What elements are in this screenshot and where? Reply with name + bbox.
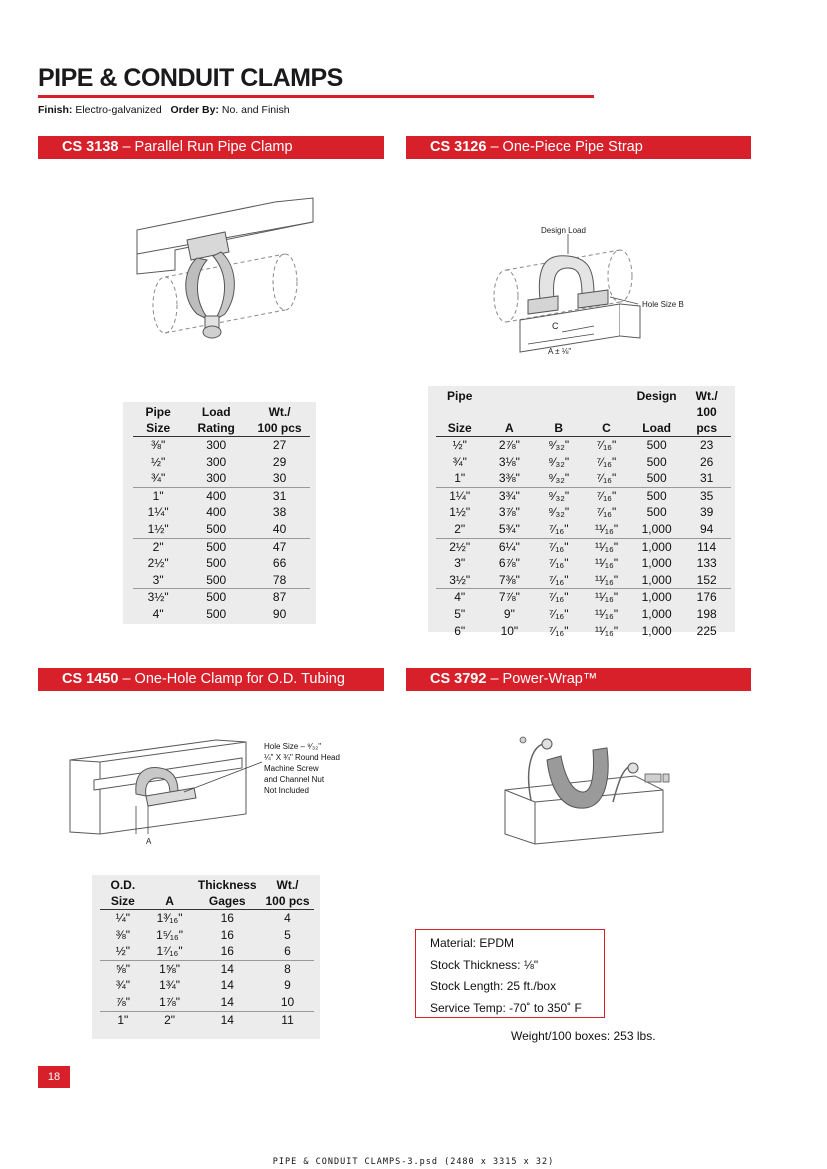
file-note: PIPE & CONDUIT CLAMPS-3.psd (2480 x 3315 x 32): [272, 1157, 555, 1167]
table-cell: 7⅞": [498, 590, 520, 605]
table-cell: 2½": [147, 556, 169, 571]
table-cell: ¹¹⁄₁₆": [594, 623, 619, 638]
finish-label: Finish:: [38, 104, 73, 116]
table-cell: 2½": [449, 539, 471, 554]
table-cell: ⁷⁄₁₆": [596, 454, 617, 469]
callout-line: Not Included: [264, 786, 309, 795]
col-header: Gages: [193, 893, 261, 910]
table-row: [436, 454, 731, 471]
table-cell: 1,000: [631, 521, 682, 538]
callout-line: Hole Size – ⁹⁄₃₂": [264, 742, 322, 751]
banner-code: CS 3792: [430, 671, 487, 687]
table-cell: 26: [699, 454, 714, 469]
table-row: [436, 470, 731, 487]
table-cell: 1⅞": [146, 994, 194, 1011]
table-cell: ⁹⁄₃₂": [548, 488, 570, 503]
table-row: [133, 555, 310, 572]
page-number: 18: [38, 1066, 70, 1088]
table-cell: 400: [206, 505, 227, 520]
col-header: [582, 388, 631, 404]
hole-size-label: Hole Size B: [642, 300, 684, 309]
table-cell: 9: [284, 978, 291, 993]
banner-title: – Parallel Run Pipe Clamp: [118, 139, 293, 155]
design-load-label: Design Load: [541, 226, 586, 235]
table-cell: 500: [206, 606, 227, 621]
table-cell: ¹¹⁄₁₆": [594, 606, 619, 621]
table-row: [100, 960, 314, 977]
banner-cs1450: [38, 668, 384, 691]
table-cell: 500: [631, 470, 682, 487]
table-cell: 11: [281, 1012, 294, 1027]
table-cell: 31: [272, 488, 287, 503]
table-cell: 10: [261, 994, 314, 1011]
table-cell: 90: [272, 606, 287, 621]
table-cell: 30: [249, 470, 310, 487]
table-cell: ¾": [115, 978, 130, 993]
table-cell: ⁷⁄₁₆": [582, 470, 631, 487]
table-cell: ¼": [115, 911, 130, 925]
table-row: [436, 504, 731, 521]
table-cell: ⁷⁄₁₆": [548, 623, 569, 638]
col-header: Size: [100, 893, 146, 910]
table-cell: 300: [206, 438, 227, 452]
table-cell: ⁷⁄₁₆": [548, 590, 569, 605]
table-cell: 3": [454, 556, 466, 571]
table-cell: ¹¹⁄₁₆": [594, 556, 619, 571]
table-cell: 300: [206, 454, 227, 469]
table-cell: 14: [220, 961, 234, 976]
table-cell: 16: [220, 911, 234, 925]
table-row: [436, 589, 731, 606]
table-cell: 2": [436, 521, 483, 538]
table-cell: 14: [193, 994, 261, 1011]
table-cell: 198: [696, 606, 717, 621]
table-cell: 1,000: [641, 590, 672, 605]
table-cell: 133: [696, 556, 717, 571]
table-cell: 9": [503, 606, 515, 621]
col-header: Thickness: [197, 878, 257, 892]
table-cell: 225: [696, 623, 717, 638]
table-cell: 14: [220, 978, 234, 993]
table-row: [436, 572, 731, 589]
table-cell: 94: [682, 521, 731, 538]
table-cell: ⅞": [100, 994, 146, 1011]
table-cs3126: [428, 386, 735, 638]
table-cell: ⁷⁄₁₆": [596, 488, 617, 503]
col-header: Wt./: [268, 405, 291, 419]
table-cell: 10": [500, 623, 519, 638]
table-cell: ⁹⁄₃₂": [548, 454, 570, 469]
table-cell: 1,000: [631, 572, 682, 589]
table-cell: 16: [193, 943, 261, 960]
table-cell: ⁷⁄₁₆": [596, 505, 617, 520]
table-cell: ⅝": [115, 961, 130, 976]
banner-title: – Power-Wrap™: [486, 671, 598, 687]
table-cell: 500: [206, 539, 227, 554]
table-row: [133, 470, 310, 487]
order-value: No. and Finish: [221, 104, 290, 116]
col-header: [483, 388, 535, 404]
title-rule: [38, 95, 594, 98]
col-header: O.D.: [110, 878, 136, 892]
callout-line: ¼" X ¾" Round Head: [264, 753, 340, 762]
table-row: [100, 994, 314, 1011]
dim-a-label: A ± ⅛": [548, 347, 572, 356]
table-cell: ⁹⁄₃₂": [548, 438, 570, 452]
col-header: B: [535, 404, 582, 437]
table-cell: ⁷⁄₁₆": [548, 606, 569, 621]
table-row: [133, 572, 310, 589]
table-cs1450: [92, 875, 320, 1039]
table-cell: 400: [206, 488, 227, 503]
col-header: Pipe: [145, 405, 171, 419]
banner-code: CS 1450: [62, 671, 119, 687]
table-cell: 300: [183, 470, 249, 487]
table-cell: ⁷⁄₁₆": [596, 438, 617, 452]
table-cell: 4": [152, 606, 164, 621]
banner-title: – One-Hole Clamp for O.D. Tubing: [118, 671, 345, 687]
spec-temp: Service Temp: -70˚ to 350˚ F: [430, 1000, 582, 1015]
table-cell: 3½": [147, 590, 169, 605]
table-cell: ¾": [452, 454, 467, 469]
table-cell: 152: [682, 572, 731, 589]
table-cell: 6": [454, 623, 466, 638]
table-cell: 1": [152, 488, 164, 503]
table-cell: 5¾": [483, 521, 535, 538]
table-cell: 4": [454, 590, 466, 605]
table-cell: 66: [272, 556, 287, 571]
table-cell: 3⅜": [483, 470, 535, 487]
table-cell: 29: [272, 454, 287, 469]
table-cell: ¹¹⁄₁₆": [582, 572, 631, 589]
order-label: Order By:: [170, 104, 219, 116]
col-header: 100 pcs: [249, 420, 310, 437]
table-row: [100, 1011, 314, 1028]
table-cell: 6⅞": [498, 556, 520, 571]
table-cell: ½": [452, 438, 467, 452]
table-cell: 35: [699, 488, 714, 503]
table-cell: 500: [183, 521, 249, 538]
table-row: [436, 437, 731, 454]
col-header: C: [582, 404, 631, 437]
banner-cs3792: [406, 668, 751, 691]
table-cell: 1⁵⁄₁₆": [156, 927, 183, 942]
table-cell: 176: [696, 590, 717, 605]
table-row: [436, 623, 731, 640]
callout-line: and Channel Nut: [264, 775, 325, 784]
table-cell: 3": [133, 572, 183, 589]
table-cell: ¹¹⁄₁₆": [594, 590, 619, 605]
table-cell: 6¼": [498, 539, 520, 554]
table-cell: ⅜": [115, 927, 130, 942]
col-header: Rating: [183, 420, 249, 437]
table-cell: 1½": [133, 521, 183, 538]
table-cell: 500: [646, 438, 667, 452]
table-cell: 4: [284, 911, 291, 925]
col-header: Size: [133, 420, 183, 437]
table-row: [133, 606, 310, 623]
table-cell: ½": [100, 943, 146, 960]
table-cell: 500: [646, 505, 667, 520]
col-header: Wt./: [695, 389, 718, 403]
spec-thickness: Stock Thickness: ⅛": [430, 957, 539, 972]
cs3792-powerwrap-illustration: [495, 730, 695, 845]
powerwrap-weight: Weight/100 boxes: 253 lbs.: [511, 1029, 656, 1043]
table-cell: ¹¹⁄₁₆": [594, 539, 619, 554]
table-row: [133, 437, 310, 454]
powerwrap-spec-box: [415, 929, 605, 1018]
table-cell: 500: [646, 488, 667, 503]
table-cell: 38: [272, 505, 287, 520]
table-row: [100, 977, 314, 994]
table-cell: ⁷⁄₁₆": [548, 539, 569, 554]
table-cell: 1¼": [147, 505, 169, 520]
table-cell: 3⅞": [498, 505, 520, 520]
table-cell: 40: [249, 521, 310, 538]
table-cell: ⁷⁄₁₆": [535, 521, 582, 538]
table-cell: 27: [272, 438, 287, 452]
col-header: Pipe: [447, 389, 473, 403]
table-cell: 1³⁄₁₆": [156, 911, 183, 925]
table-row: [133, 589, 310, 606]
table-cell: ⅜": [150, 438, 166, 452]
table-row: [436, 487, 731, 504]
banner-cs3126: [406, 136, 751, 159]
table-cell: 87: [272, 590, 287, 605]
table-row: [100, 910, 314, 927]
table-cell: 1¼": [449, 488, 471, 503]
col-header: Design: [636, 389, 677, 403]
table-cell: 1,000: [641, 623, 672, 638]
table-cell: 31: [682, 470, 731, 487]
table-row: [133, 538, 310, 555]
banner-code: CS 3126: [430, 139, 487, 155]
table-cell: 6: [261, 943, 314, 960]
dim-a-label: A: [146, 837, 152, 846]
table-cell: 114: [697, 539, 717, 554]
table-cell: 1,000: [641, 539, 672, 554]
table-cell: ⁷⁄₁₆": [535, 572, 582, 589]
table-cell: ½": [150, 454, 166, 469]
table-row: [100, 943, 314, 960]
table-cell: 500: [206, 590, 227, 605]
banner-title: – One-Piece Pipe Strap: [486, 139, 643, 155]
dim-c-label: C: [552, 321, 559, 331]
finish-value: Electro-galvanized: [75, 104, 162, 116]
table-row: [436, 538, 731, 555]
table-cell: 16: [220, 927, 234, 942]
table-cell: 47: [272, 539, 287, 554]
table-cell: ⁷⁄₁₆": [548, 556, 569, 571]
col-header: 100 pcs: [261, 893, 314, 910]
cs3126-strap-illustration: [470, 220, 720, 360]
cs3138-clamp-illustration: [125, 190, 320, 350]
table-cell: 1,000: [641, 556, 672, 571]
col-header: [535, 388, 582, 404]
table-cell: 500: [206, 556, 227, 571]
banner-code: CS 3138: [62, 139, 119, 155]
table-cell: 500: [646, 454, 667, 469]
page-title: PIPE & CONDUIT CLAMPS: [38, 64, 343, 92]
table-cell: 1,000: [641, 606, 672, 621]
callout-line: Machine Screw: [264, 764, 319, 773]
table-cell: 2⅞": [498, 438, 520, 452]
table-row: [436, 555, 731, 572]
table-cell: 23: [699, 438, 714, 452]
table-cell: 1": [436, 470, 483, 487]
col-header: Size: [436, 404, 483, 437]
table-cell: ¾": [133, 470, 183, 487]
table-cs3138: [123, 402, 316, 624]
table-cell: 3¾": [498, 488, 520, 503]
col-header: A: [146, 893, 194, 910]
finish-order-line: [38, 104, 290, 116]
table-cell: 2": [164, 1012, 176, 1027]
col-header: Load: [201, 405, 231, 419]
table-cell: ⁹⁄₃₂": [535, 470, 582, 487]
table-row: [133, 504, 310, 521]
table-cell: 7⅜": [483, 572, 535, 589]
table-cell: 1½": [449, 505, 471, 520]
table-cell: 8: [284, 961, 291, 976]
banner-cs3138: [38, 136, 384, 159]
table-cell: 1¾": [159, 978, 181, 993]
table-cell: 1⁷⁄₁₆": [146, 943, 194, 960]
spec-length: Stock Length: 25 ft./box: [430, 979, 557, 993]
table-cell: 3⅛": [498, 454, 520, 469]
table-row: [133, 487, 310, 504]
table-cell: 3½": [436, 572, 483, 589]
table-cell: 1": [117, 1012, 129, 1027]
table-cell: ⁹⁄₃₂": [548, 505, 570, 520]
col-header: 100 pcs: [682, 404, 731, 437]
table-cell: 500: [183, 572, 249, 589]
table-row: [133, 454, 310, 471]
table-row: [436, 521, 731, 538]
col-header: [146, 877, 194, 893]
table-cell: 14: [220, 1012, 234, 1027]
table-row: [100, 927, 314, 944]
col-header: Wt./: [276, 878, 299, 892]
table-cell: 5": [454, 606, 466, 621]
table-cell: 1⅝": [159, 961, 181, 976]
col-header: A: [483, 404, 535, 437]
table-cell: 39: [699, 505, 714, 520]
col-header: Load: [631, 404, 682, 437]
table-cell: 78: [249, 572, 310, 589]
table-row: [133, 521, 310, 538]
table-row: [436, 606, 731, 623]
table-cell: 5: [284, 927, 291, 942]
cs1450-callout: [264, 741, 340, 796]
table-cell: 2": [152, 539, 164, 554]
table-cell: ¹¹⁄₁₆": [582, 521, 631, 538]
spec-material: Material: EPDM: [430, 936, 515, 950]
